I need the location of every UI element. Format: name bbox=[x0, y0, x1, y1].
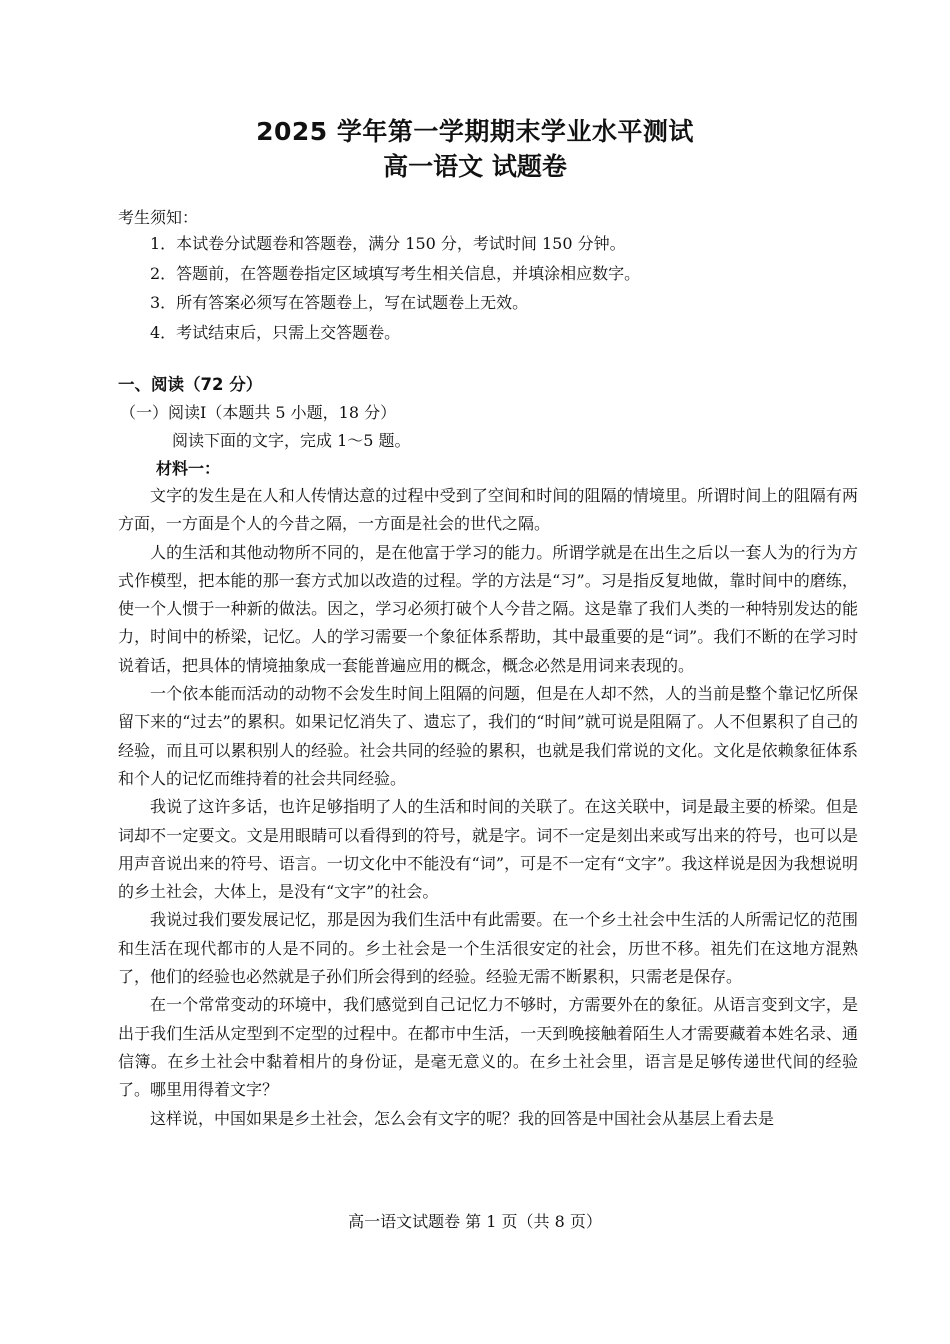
reading-instruction: 阅读下面的文字，完成 1～5 题。 bbox=[172, 431, 411, 450]
notice-item: 4．考试结束后，只需上交答题卷。 bbox=[150, 322, 401, 342]
notice-heading: 考生须知： bbox=[118, 208, 199, 227]
notice-list bbox=[150, 232, 640, 350]
passage-paragraph: 我说了这许多话，也许足够指明了人的生活和时间的关联了。在这关联中，词是最主要的桥梁。但是词却不一定要文。文是用眼睛可以看得到的符号，就是字。词不一定是刻出来或写出来的符号，也可以是用声音说出来的符号、语言。一切文化中不能没有“词”，可是不一定有“文字”。我这样说是因为我想说明的乡土社会，大体上，是没有“文字”的社会。 bbox=[118, 797, 858, 902]
passage-paragraph: 文字的发生是在人和人传情达意的过程中受到了空间和时间的阻隔的情境里。所谓时间上的阻隔有两方面，一方面是个人的今昔之隔，一方面是社会的世代之隔。 bbox=[118, 486, 858, 534]
exam-title: 2025 学年第一学期期末学业水平测试 bbox=[256, 117, 694, 146]
passage-paragraph: 一个依本能而活动的动物不会发生时间上阻隔的问题，但是在人却不然，人的当前是整个靠记忆所保留下来的“过去”的累积。如果记忆消失了、遗忘了，我们的“时间”就可说是阻隔了。人不但累积了自己的经验，而且可以累积别人的经验。社会共同的经验的累积，也就是我们常说的文化。文化是依赖象征体系和个人的记忆而维持着的社会共同经验。 bbox=[118, 684, 858, 788]
page-footer: 高一语文试题卷 第 1 页（共 8 页） bbox=[348, 1212, 602, 1231]
reading-passage bbox=[118, 482, 858, 1133]
notice-item: 3．所有答案必须写在答题卷上，写在试题卷上无效。 bbox=[150, 293, 529, 312]
section-heading: 一、阅读（72 分） bbox=[118, 375, 263, 394]
exam-subtitle: 高一语文 试题卷 bbox=[383, 152, 567, 181]
passage-paragraph: 这样说，中国如果是乡土社会，怎么会有文字的呢？我的回答是中国社会从基层上看去是 bbox=[150, 1108, 775, 1128]
subsection-heading: （一）阅读Ⅰ（本题共 5 小题，18 分） bbox=[120, 403, 397, 422]
notice-item: 1．本试卷分试题卷和答题卷，满分 150 分，考试时间 150 分钟。 bbox=[150, 234, 626, 253]
passage-paragraph: 在一个常常变动的环境中，我们感觉到自己记忆力不够时，方需要外在的象征。从语言变到文字，是出于我们生活从定型到不定型的过程中。在都市中生活，一天到晚接触着陌生人才需要藏着本姓名录、通信簿。在乡土社会中黏着相片的身份证，是毫无意义的。在乡土社会里，语言是足够传递世代间的经验了。哪里用得着文字？ bbox=[118, 995, 858, 1100]
notice-item: 2．答题前，在答题卷指定区域填写考生相关信息，并填涂相应数字。 bbox=[150, 263, 641, 283]
material-heading: 材料一： bbox=[156, 459, 221, 478]
passage-paragraph: 我说过我们要发展记忆，那是因为我们生活中有此需要。在一个乡土社会中生活的人所需记忆的范围和生活在现代都市的人是不同的。乡土社会是一个生活很安定的社会，历世不移。祖先们在这地方混熟了，他们的经验也必然就是子孙们所会得到的经验。经验无需不断累积，只需老是保存。 bbox=[118, 910, 858, 987]
passage-paragraph: 人的生活和其他动物所不同的，是在他富于学习的能力。所谓学就是在出生之后以一套人为的行为方式作模型，把本能的那一套方式加以改造的过程。学的方法是“习”。习是指反复地做，靠时间中的磨练，使一个人惯于一种新的做法。因之，学习必须打破个人今昔之隔。这是靠了我们人类的一种特别发达的能力，时间中的桥梁，记忆。人的学习需要一个象征体系帮助，其中最重要的是“词”。我们不断的在学习时说着话，把具体的情境抽象成一套能普遍应用的概念，概念必然是用词来表现的。 bbox=[118, 542, 858, 675]
